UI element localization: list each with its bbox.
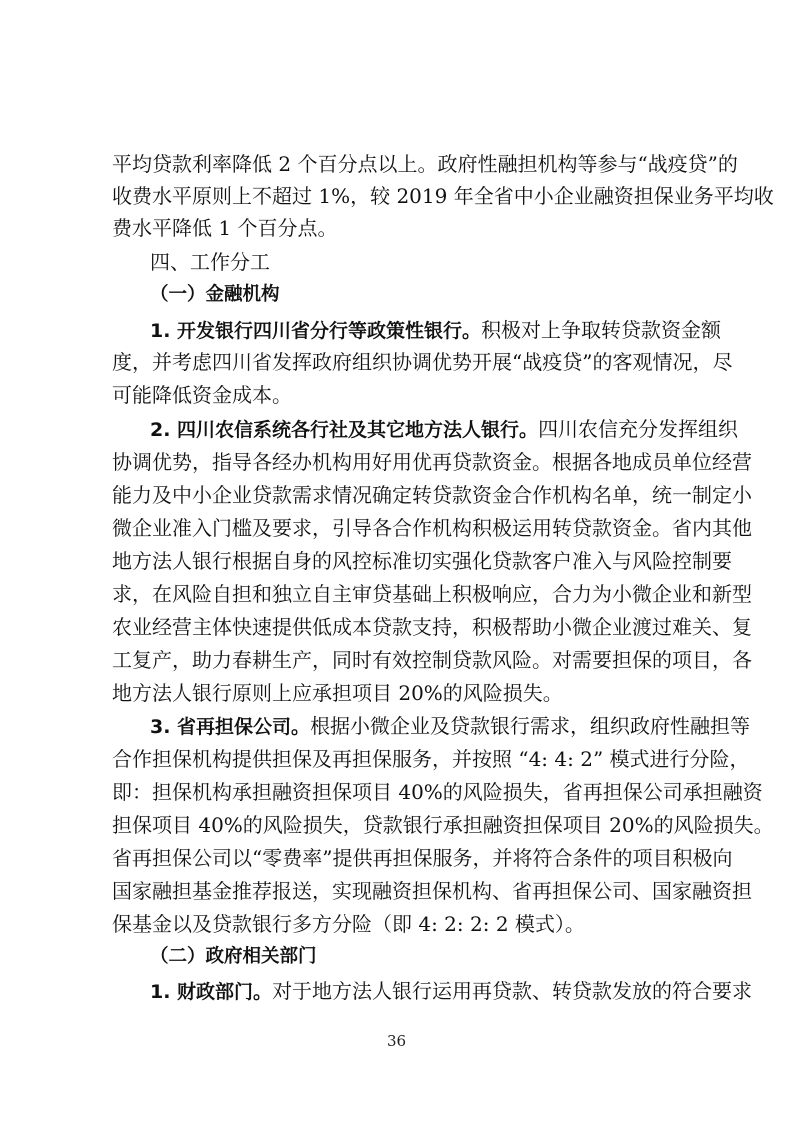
- item-lead: 3. 省再担保公司。: [150, 716, 311, 738]
- item-lead: 2. 四川农信系统各行社及其它地方法人银行。: [150, 419, 539, 441]
- item-lead: 1. 开发银行四川省分行等政策性银行。: [150, 320, 482, 342]
- paragraph-line: 合作担保机构提供担保及再担保服务，并按照 “4: 4: 2” 模式进行分险，: [112, 747, 750, 771]
- paragraph-line: 地方法人银行原则上应承担项目 20%的风险损失。: [112, 681, 563, 705]
- paragraph-line: 农业经营主体快速提供低成本贷款支持，积极帮助小微企业渡过难关、复: [112, 615, 752, 639]
- page-number: 36: [386, 1032, 407, 1050]
- paragraph-line: 平均贷款利率降低 2 个百分点以上。政府性融担机构等参与“战疫贷”的: [112, 152, 738, 176]
- item-first-line: [150, 713, 751, 740]
- subsection-heading: （一）金融机构: [150, 284, 280, 305]
- item-first-line: [150, 416, 739, 443]
- item-text: 对于地方法人银行运用再贷款、转贷款发放的符合要求: [272, 979, 753, 1003]
- paragraph-line: 费水平降低 1 个百分点。: [112, 216, 338, 240]
- item-text: 积极对上争取转贷款资金额: [481, 318, 722, 342]
- subsection-heading: （二）政府相关部门: [150, 946, 317, 967]
- item-first-line: [150, 317, 722, 344]
- paragraph-line: 工复产，助力春耕生产，同时有效控制贷款风险。对需要担保的项目，各: [112, 648, 752, 672]
- item-lead: 1. 财政部门。: [150, 981, 273, 1003]
- paragraph-line: 能力及中小企业贷款需求情况确定转贷款资金合作机构名单，统一制定小: [112, 483, 752, 507]
- paragraph-line: 地方法人银行根据自身的风控标准切实强化贷款客户准入与风险控制要: [112, 549, 732, 573]
- paragraph-line: 度，并考虑四川省发挥政府组织协调优势开展“战疫贷”的客观情况，尽: [112, 350, 733, 374]
- item-text: 四川农信充分发挥组织: [538, 417, 739, 441]
- paragraph-line: 担保项目 40%的风险损失，贷款银行承担融资担保项目 20%的风险损失。: [112, 813, 774, 837]
- paragraph-line: 即：担保机构承担融资担保项目 40%的风险损失，省再担保公司承担融资: [112, 780, 763, 804]
- paragraph-line: 保基金以及贷款银行多方分险（即 4: 2: 2: 2 模式）。: [112, 912, 585, 936]
- item-text: 根据小微企业及贷款银行需求，组织政府性融担等: [310, 714, 751, 738]
- paragraph-line: 微企业准入门槛及要求，引导各合作机构积极运用转贷款资金。省内其他: [112, 516, 752, 540]
- paragraph-line: 省再担保公司以“零费率”提供再担保服务，并将符合条件的项目积极向: [112, 846, 733, 870]
- paragraph-line: 协调优势，指导各经办机构用好用优再贷款资金。根据各地成员单位经营: [112, 450, 752, 474]
- item-first-line: [150, 978, 753, 1005]
- section-heading: 四、工作分工: [150, 250, 270, 274]
- paragraph-line: 收费水平原则上不超过 1%，较 2019 年全省中小企业融资担保业务平均收: [112, 184, 774, 208]
- paragraph-line: 可能降低资金成本。: [112, 383, 292, 407]
- paragraph-line: 国家融担基金推荐报送，实现融资担保机构、省再担保公司、国家融资担: [112, 879, 752, 903]
- paragraph-line: 求，在风险自担和独立自主审贷基础上积极响应，合力为小微企业和新型: [112, 582, 752, 606]
